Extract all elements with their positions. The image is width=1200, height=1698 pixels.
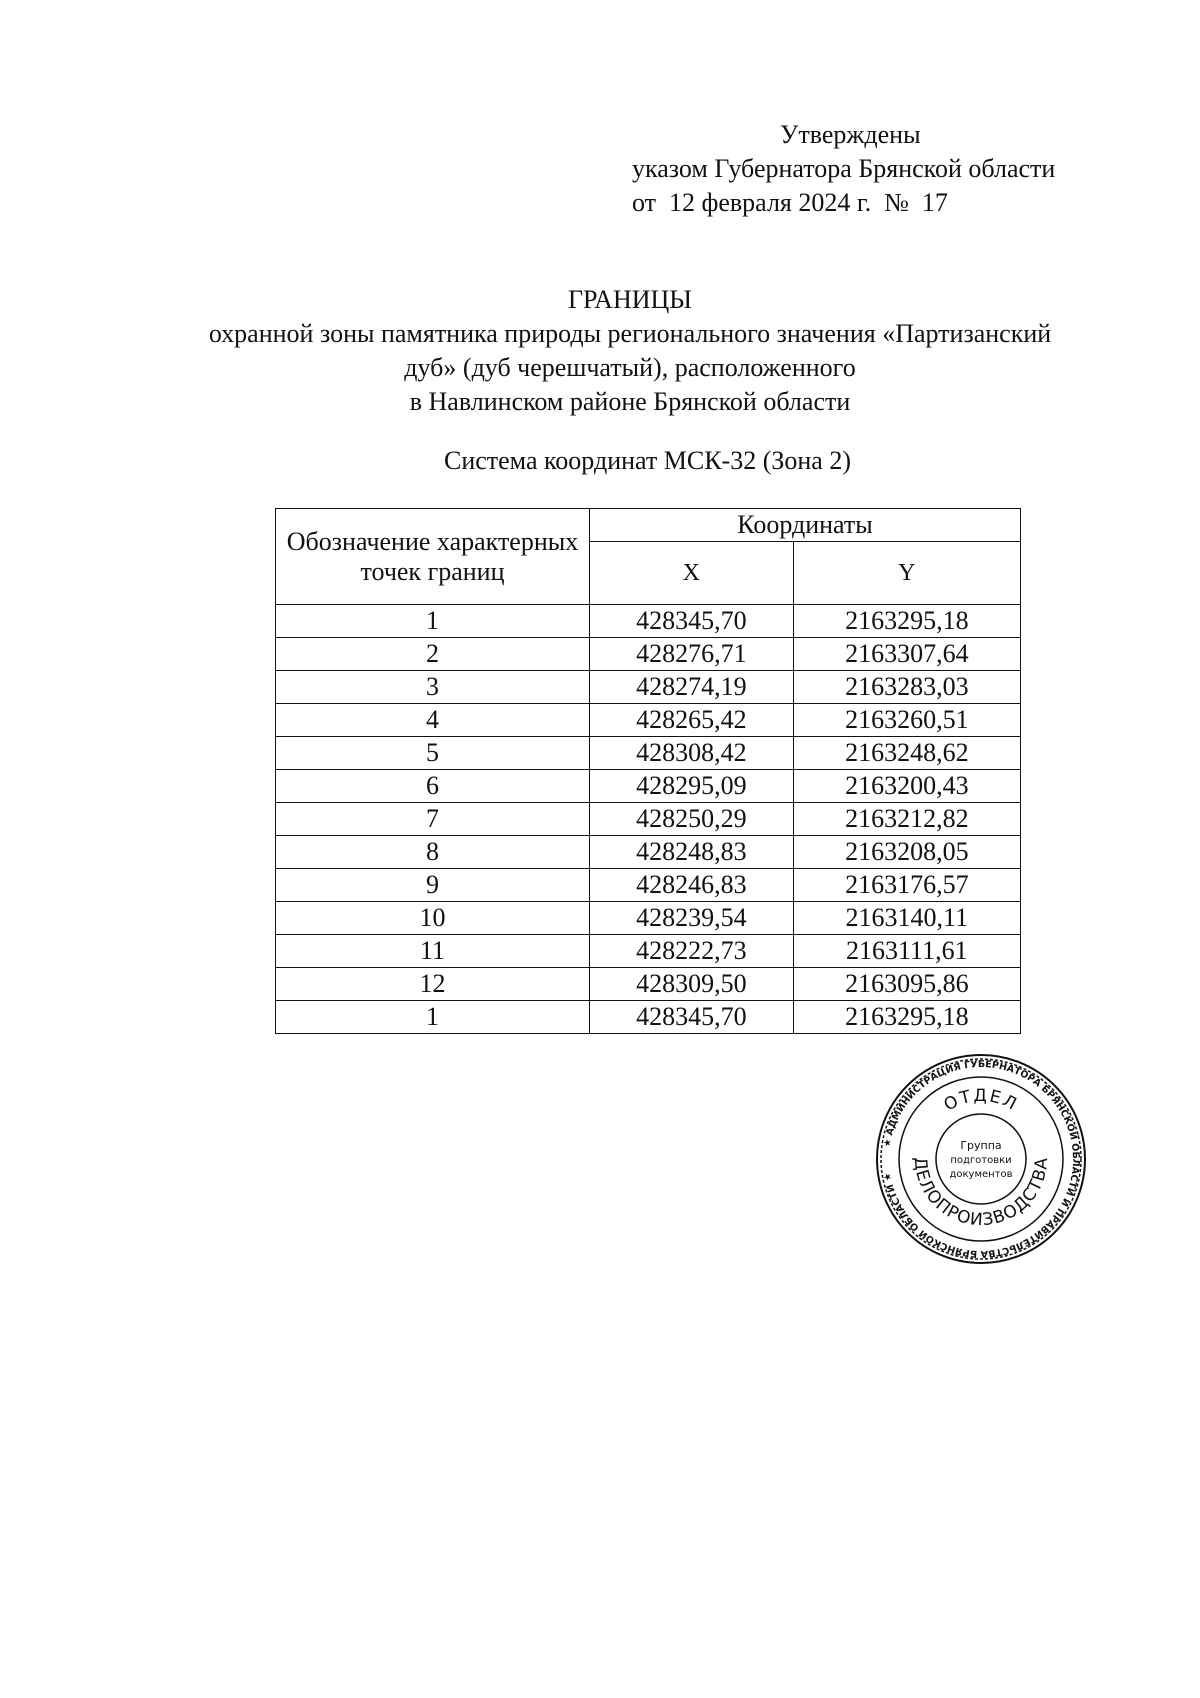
coordinate-system-caption bbox=[0, 446, 1200, 476]
y-cell: 2163283,03 bbox=[793, 671, 1020, 704]
table-row bbox=[276, 605, 1021, 638]
y-cell: 2163295,18 bbox=[793, 605, 1020, 638]
coordinates-table bbox=[275, 508, 1021, 1034]
coordinate-system-text: Система координат МСК-32 (Зона 2) bbox=[443, 446, 852, 475]
point-cell: 11 bbox=[276, 935, 590, 968]
x-cell: 428265,42 bbox=[590, 704, 794, 737]
point-cell: 10 bbox=[276, 902, 590, 935]
table-row bbox=[276, 935, 1021, 968]
y-cell: 2163307,64 bbox=[793, 638, 1020, 671]
point-cell: 8 bbox=[276, 836, 590, 869]
x-cell: 428345,70 bbox=[590, 1001, 794, 1034]
header-y: Y bbox=[793, 542, 1020, 605]
stamp-outer-text: ★ АДМИНИСТРАЦИЯ ГУБЕРНАТОРА БРЯНСКОЙ ОБЛАСТИ И ПРАВИТЕЛЬСТВА БРЯНСКОЙ ОБЛАСТИ ★ bbox=[881, 1058, 1082, 1260]
table-row bbox=[276, 770, 1021, 803]
x-cell: 428246,83 bbox=[590, 869, 794, 902]
y-cell: 2163200,43 bbox=[793, 770, 1020, 803]
y-cell: 2163111,61 bbox=[793, 935, 1020, 968]
x-cell: 428239,54 bbox=[590, 902, 794, 935]
x-cell: 428274,19 bbox=[590, 671, 794, 704]
table-row bbox=[276, 704, 1021, 737]
x-cell: 428248,83 bbox=[590, 836, 794, 869]
stamp-top-word: ОТДЕЛ bbox=[940, 1085, 1022, 1116]
document-title bbox=[150, 283, 1110, 419]
y-cell: 2163140,11 bbox=[793, 902, 1020, 935]
approval-block bbox=[632, 118, 1055, 220]
approval-line-decree: указом Губернатора Брянской области bbox=[632, 154, 1056, 183]
header-x: X bbox=[590, 542, 794, 605]
title-line-2: дуб» (дуб черешчатый), расположенного bbox=[404, 353, 856, 382]
table-row bbox=[276, 638, 1021, 671]
approval-line-approved: Утверждены bbox=[780, 120, 921, 149]
table-row bbox=[276, 737, 1021, 770]
point-cell: 9 bbox=[276, 869, 590, 902]
table-row bbox=[276, 671, 1021, 704]
header-coordinates: Координаты bbox=[590, 509, 1021, 542]
x-cell: 428308,42 bbox=[590, 737, 794, 770]
table-row bbox=[276, 902, 1021, 935]
header-point-designation: Обозначение характерных точек границ bbox=[276, 509, 590, 605]
approval-line-date-number: от 12 февраля 2024 г. № 17 bbox=[632, 188, 948, 217]
stamp-ring-word: ДЕЛОПРОИЗВОДСТВА bbox=[909, 1156, 1053, 1231]
point-cell: 2 bbox=[276, 638, 590, 671]
point-cell: 1 bbox=[276, 1001, 590, 1034]
y-cell: 2163248,62 bbox=[793, 737, 1020, 770]
title-line-3: в Навлинском районе Брянской области bbox=[409, 387, 851, 416]
coordinates-table-body bbox=[276, 605, 1021, 1034]
x-cell: 428345,70 bbox=[590, 605, 794, 638]
x-cell: 428250,29 bbox=[590, 803, 794, 836]
table-row bbox=[276, 836, 1021, 869]
table-row bbox=[276, 1001, 1021, 1034]
point-cell: 5 bbox=[276, 737, 590, 770]
x-cell: 428276,71 bbox=[590, 638, 794, 671]
y-cell: 2163212,82 bbox=[793, 803, 1020, 836]
point-cell: 12 bbox=[276, 968, 590, 1001]
y-cell: 2163260,51 bbox=[793, 704, 1020, 737]
x-cell: 428295,09 bbox=[590, 770, 794, 803]
title-heading: ГРАНИЦЫ bbox=[568, 285, 692, 314]
stamp-center-line-2: подготовки bbox=[950, 1155, 1012, 1166]
point-cell: 1 bbox=[276, 605, 590, 638]
y-cell: 2163208,05 bbox=[793, 836, 1020, 869]
point-cell: 4 bbox=[276, 704, 590, 737]
x-cell: 428309,50 bbox=[590, 968, 794, 1001]
title-line-1: охранной зоны памятника природы регионального значения «Партизанский bbox=[208, 319, 1052, 348]
table-row bbox=[276, 968, 1021, 1001]
y-cell: 2163295,18 bbox=[793, 1001, 1020, 1034]
table-row bbox=[276, 869, 1021, 902]
official-stamp bbox=[875, 1053, 1087, 1265]
y-cell: 2163095,86 bbox=[793, 968, 1020, 1001]
point-cell: 7 bbox=[276, 803, 590, 836]
table-row bbox=[276, 803, 1021, 836]
y-cell: 2163176,57 bbox=[793, 869, 1020, 902]
stamp-center-line-1: Группа bbox=[960, 1139, 1002, 1152]
point-cell: 6 bbox=[276, 770, 590, 803]
point-cell: 3 bbox=[276, 671, 590, 704]
x-cell: 428222,73 bbox=[590, 935, 794, 968]
stamp-center-line-3: документов bbox=[949, 1169, 1013, 1180]
